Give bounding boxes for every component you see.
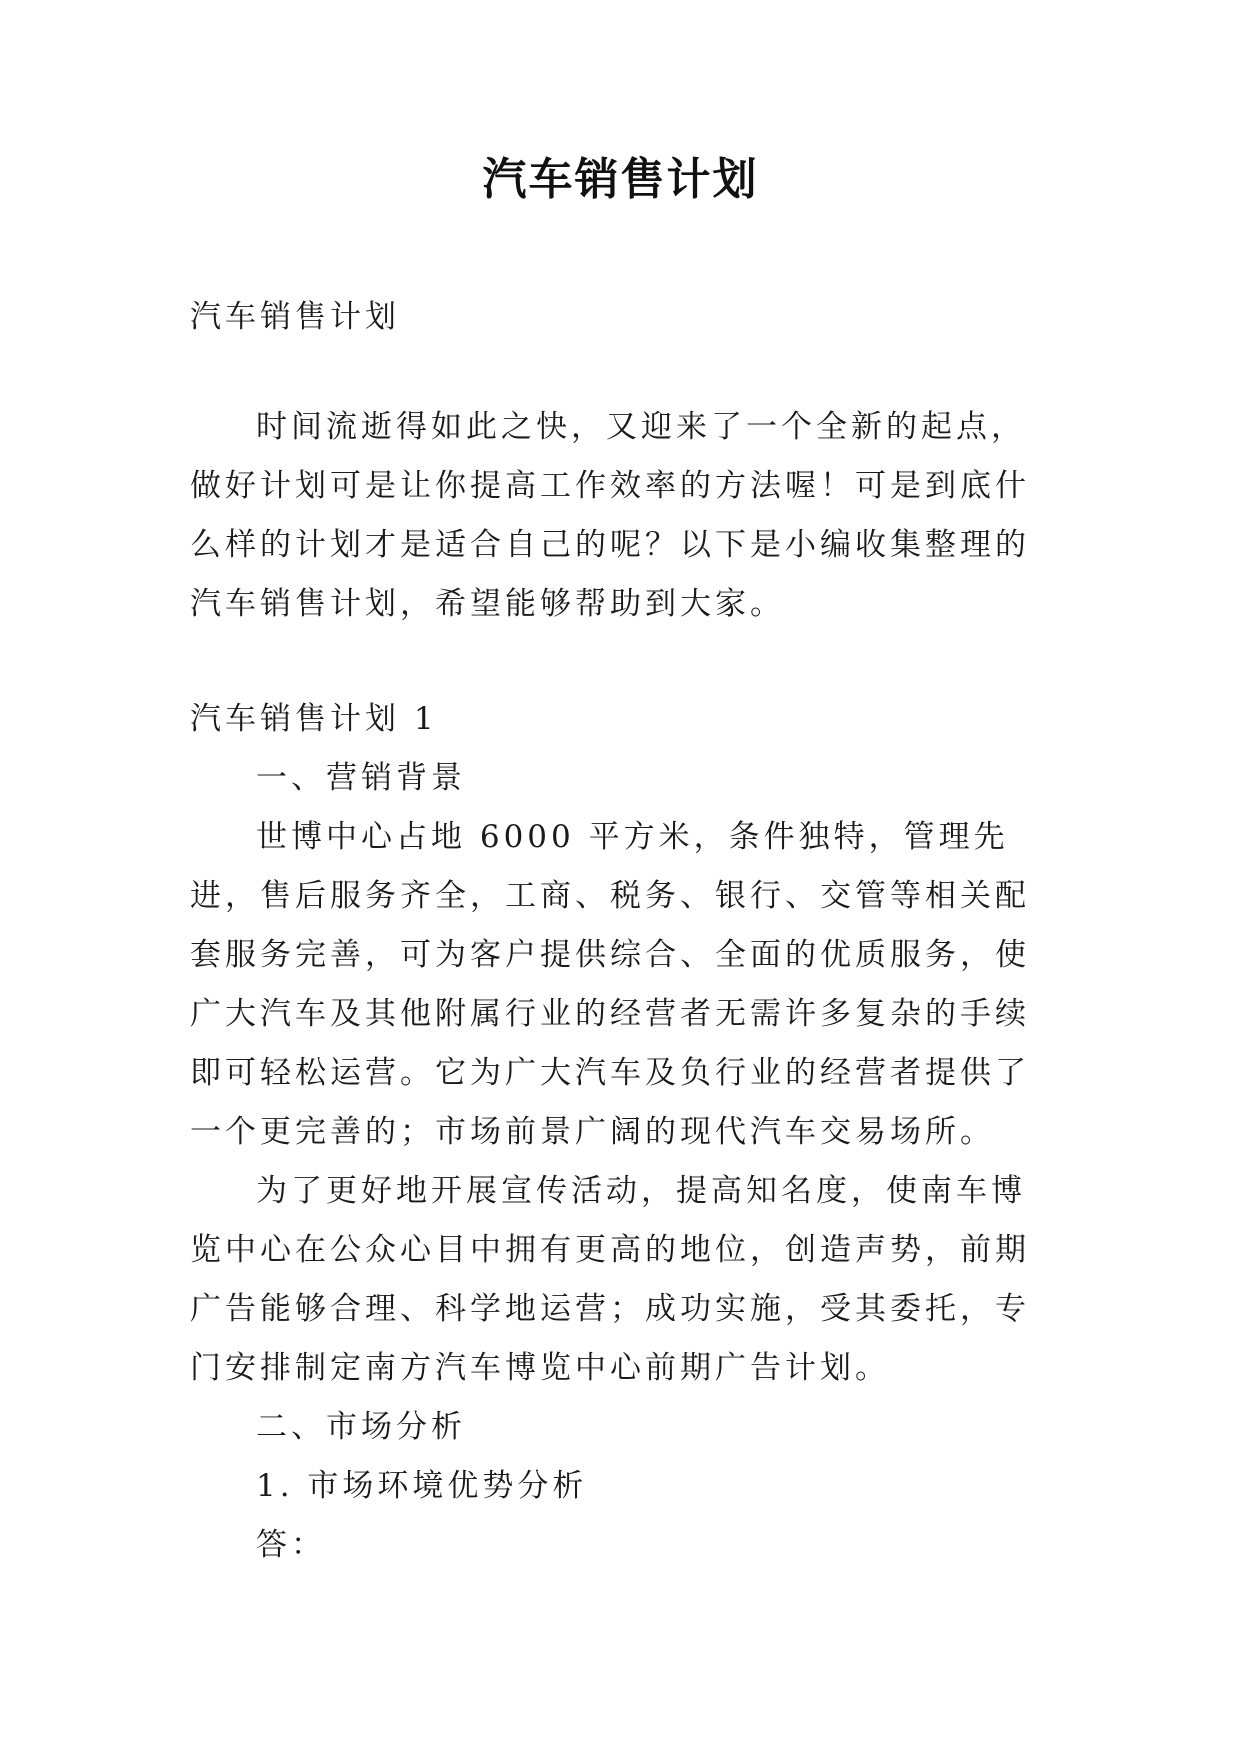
section-1: [190, 690, 1052, 1575]
document-subtitle: 汽车销售计划: [190, 299, 400, 335]
document-title: 汽车销售计划: [482, 154, 759, 205]
market-analysis-heading: 二、市场分析: [256, 1409, 466, 1445]
background-paragraph-2: 为了更好地开展宣传活动，提高知名度，使南车博览中心在公众心目中拥有更高的地位，创造声势，前期广告能够合理、科学地运营；成功实施，受其委托，专门安排制定南方汽车博览中心前期广告计划。: [190, 1173, 1030, 1386]
market-environment-item: 1. 市场环境优势分析: [256, 1468, 588, 1504]
background-paragraph-1: 世博中心占地 6000 平方米，条件独特，管理先进，售后服务齐全，工商、税务、银行、交管等相关配套服务完善，可为客户提供综合、全面的优质服务，使广大汽车及其他附属行业的经营者无需许多复杂的手续即可轻松运营。它为广大汽车及负行业的经营者提供了一个更完善的；市场前景广阔的现代汽车交易场所。: [190, 819, 1030, 1150]
answer-label: 答：: [256, 1527, 326, 1563]
intro-paragraph: 时间流逝得如此之快，又迎来了一个全新的起点，做好计划可是让你提高工作效率的方法喔！可是到底什么样的计划才是适合自己的呢？以下是小编收集整理的汽车销售计划，希望能够帮助到大家。: [190, 409, 1030, 622]
marketing-background-heading: 一、营销背景: [256, 760, 466, 796]
section-heading: 汽车销售计划 1: [190, 701, 438, 737]
